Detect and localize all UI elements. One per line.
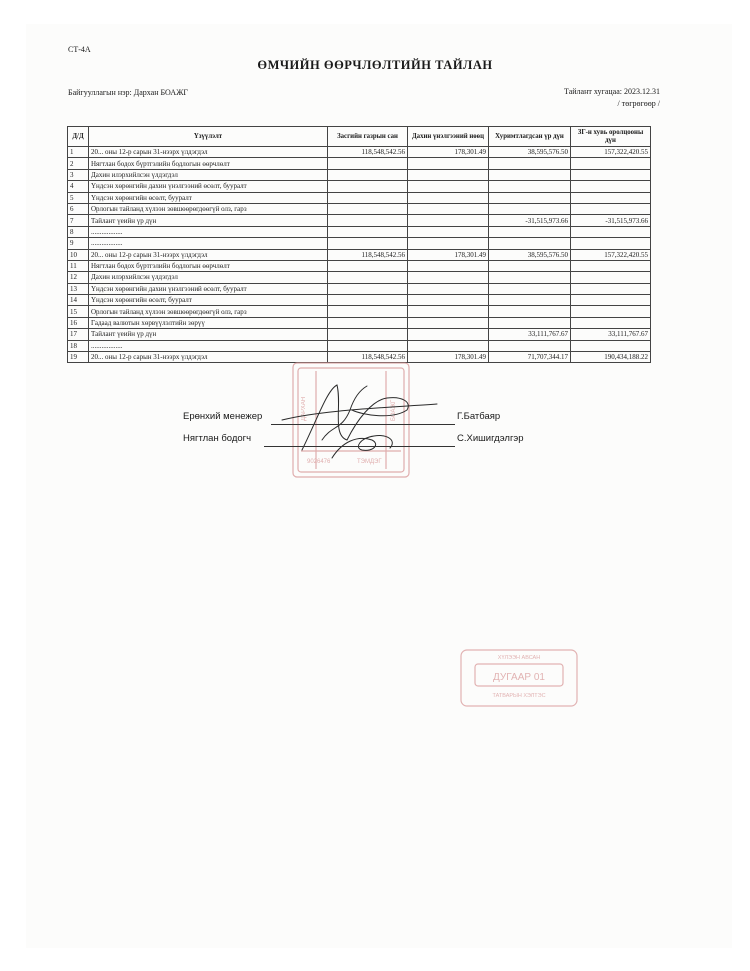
government-fund-value xyxy=(328,192,408,203)
government-fund-value xyxy=(328,317,408,328)
table-row xyxy=(68,158,651,169)
accumulated-result-value xyxy=(489,192,571,203)
accumulated-result-value xyxy=(489,203,571,214)
table-row xyxy=(68,272,651,283)
accumulated-result-value xyxy=(489,169,571,180)
government-share-total-value xyxy=(571,181,651,192)
government-share-total-value xyxy=(571,317,651,328)
row-index: 4 xyxy=(68,181,89,192)
manager-signature-line xyxy=(271,424,455,425)
row-index: 8 xyxy=(68,226,89,237)
stamp2-line-2: ДУГААР 01 xyxy=(493,672,545,683)
government-fund-value xyxy=(328,306,408,317)
table-row xyxy=(68,260,651,271)
revaluation-reserve-value xyxy=(408,317,489,328)
accumulated-result-value: -31,515,973.66 xyxy=(489,215,571,226)
government-share-total-value xyxy=(571,238,651,249)
government-share-total-value xyxy=(571,283,651,294)
government-fund-value xyxy=(328,169,408,180)
row-label: Орлогын тайланд хүлээн зөвшөөрөгдөөгүй олз, гарз xyxy=(89,203,328,214)
revaluation-reserve-value: 178,301.49 xyxy=(408,147,489,158)
row-index: 19 xyxy=(68,352,89,363)
revaluation-reserve-value xyxy=(408,295,489,306)
row-label: Үндсэн хөрөнгийн дахин үнэлгээний өсөлт, бууралт xyxy=(89,283,328,294)
accountant-title: Нягтлан бодогч xyxy=(183,433,252,444)
revaluation-reserve-value xyxy=(408,340,489,351)
row-index: 14 xyxy=(68,295,89,306)
row-index: 12 xyxy=(68,272,89,283)
currency-unit: / төгрөгөөр / xyxy=(617,99,660,108)
row-label: .................. xyxy=(89,340,328,351)
revaluation-reserve-value xyxy=(408,283,489,294)
government-share-total-value xyxy=(571,158,651,169)
manager-name: Г.Батбаяр xyxy=(457,411,501,422)
row-label: 20... оны 12-р сарын 31-нээрх үлдэгдэл xyxy=(89,352,328,363)
row-label: Тайлант үеийн үр дүн xyxy=(89,215,328,226)
revaluation-reserve-value xyxy=(408,329,489,340)
government-fund-value xyxy=(328,158,408,169)
row-index: 9 xyxy=(68,238,89,249)
revaluation-reserve-value xyxy=(408,306,489,317)
row-index: 7 xyxy=(68,215,89,226)
government-share-total-value: 157,322,420.55 xyxy=(571,249,651,260)
header-government-fund: Засгийн газрын сан xyxy=(328,127,408,147)
row-label: 20... оны 12-р сарын 31-нээрх үлдэгдэл xyxy=(89,147,328,158)
row-label: .................. xyxy=(89,238,328,249)
row-label: Дахин илэрхийлсэн үлдэгдэл xyxy=(89,272,328,283)
revaluation-reserve-value xyxy=(408,226,489,237)
table-row xyxy=(68,181,651,192)
government-share-total-value xyxy=(571,306,651,317)
row-label: Гадаад валютын хөрвүүлэлтийн зөрүү xyxy=(89,317,328,328)
row-index: 15 xyxy=(68,306,89,317)
row-index: 2 xyxy=(68,158,89,169)
stamp1-line-3: 9026476 xyxy=(307,459,331,465)
accumulated-result-value xyxy=(489,226,571,237)
accumulated-result-value xyxy=(489,295,571,306)
stamp2-line-1: ХҮЛЭЭН АВСАН xyxy=(497,655,541,661)
row-index: 16 xyxy=(68,317,89,328)
table-row xyxy=(68,249,651,260)
header-accumulated-result: Хуримтлагдсан үр дүн xyxy=(489,127,571,147)
revaluation-reserve-value xyxy=(408,260,489,271)
government-fund-value: 118,548,542.56 xyxy=(328,147,408,158)
table-row xyxy=(68,283,651,294)
accumulated-result-value xyxy=(489,260,571,271)
revaluation-reserve-value xyxy=(408,158,489,169)
accumulated-result-value: 33,111,767.67 xyxy=(489,329,571,340)
revaluation-reserve-value xyxy=(408,215,489,226)
government-share-total-value xyxy=(571,226,651,237)
government-fund-value xyxy=(328,238,408,249)
row-label: Нягтлан бодох бүртгэлийн бодлогын өөрчлөлт xyxy=(89,260,328,271)
signature-scribble xyxy=(262,380,452,460)
table-row xyxy=(68,226,651,237)
report-title: ӨМЧИЙН ӨӨРЧЛӨЛТИЙН ТАЙЛАН xyxy=(257,58,493,72)
table-row xyxy=(68,169,651,180)
revaluation-reserve-value: 178,301.49 xyxy=(408,249,489,260)
table-row xyxy=(68,306,651,317)
stamp1-line-2: БОАЖГ xyxy=(391,399,397,421)
row-label: Дахин илэрхийлсэн үлдэгдэл xyxy=(89,169,328,180)
accumulated-result-value xyxy=(489,317,571,328)
row-label: .................. xyxy=(89,226,328,237)
stamp2-line-3: ТАТВАРЫН ХЭЛТЭС xyxy=(492,693,546,699)
report-period: Тайлант хугацаа: 2023.12.31 xyxy=(564,87,660,96)
table-row xyxy=(68,238,651,249)
government-share-total-value: 33,111,767.67 xyxy=(571,329,651,340)
received-stamp xyxy=(459,648,579,708)
row-label: Үндсэн хөрөнгийн өсөлт, бууралт xyxy=(89,192,328,203)
row-index: 13 xyxy=(68,283,89,294)
table-row xyxy=(68,215,651,226)
table-row xyxy=(68,147,651,158)
row-index: 10 xyxy=(68,249,89,260)
table-row xyxy=(68,295,651,306)
header-index: Д/Д xyxy=(68,127,89,147)
accumulated-result-value xyxy=(489,272,571,283)
accumulated-result-value xyxy=(489,238,571,249)
header-government-share-total: ЗГ-н хувь оролцооны дүн xyxy=(571,127,651,147)
accumulated-result-value xyxy=(489,340,571,351)
accumulated-result-value xyxy=(489,181,571,192)
row-label: Тайлант үеийн үр дүн xyxy=(89,329,328,340)
equity-changes-table xyxy=(67,126,651,363)
row-index: 3 xyxy=(68,169,89,180)
revaluation-reserve-value xyxy=(408,169,489,180)
stamp1-line-1: ДАРХАН xyxy=(301,396,307,421)
government-share-total-value xyxy=(571,169,651,180)
table-row xyxy=(68,317,651,328)
revaluation-reserve-value: 178,301.49 xyxy=(408,352,489,363)
revaluation-reserve-value xyxy=(408,203,489,214)
accumulated-result-value: 38,595,576.50 xyxy=(489,249,571,260)
row-index: 6 xyxy=(68,203,89,214)
government-fund-value xyxy=(328,295,408,306)
government-share-total-value: 157,322,420.55 xyxy=(571,147,651,158)
row-index: 1 xyxy=(68,147,89,158)
row-label: 20... оны 12-р сарын 31-нээрх үлдэгдэл xyxy=(89,249,328,260)
accountant-signature-line xyxy=(264,446,455,447)
table-row xyxy=(68,329,651,340)
revaluation-reserve-value xyxy=(408,181,489,192)
row-index: 5 xyxy=(68,192,89,203)
row-label: Нягтлан бодох бүртгэлийн бодлогын өөрчлөлт xyxy=(89,158,328,169)
accumulated-result-value xyxy=(489,306,571,317)
government-fund-value xyxy=(328,215,408,226)
government-fund-value: 118,548,542.56 xyxy=(328,249,408,260)
government-share-total-value xyxy=(571,192,651,203)
government-share-total-value: 190,434,188.22 xyxy=(571,352,651,363)
table-body xyxy=(68,147,651,363)
manager-title: Ерөнхий менежер xyxy=(183,411,263,422)
government-share-total-value xyxy=(571,340,651,351)
revaluation-reserve-value xyxy=(408,192,489,203)
table-row xyxy=(68,192,651,203)
government-fund-value: 118,548,542.56 xyxy=(328,352,408,363)
row-label: Үндсэн хөрөнгийн дахин үнэлгээний өсөлт, бууралт xyxy=(89,181,328,192)
accumulated-result-value: 38,595,576.50 xyxy=(489,147,571,158)
government-fund-value xyxy=(328,181,408,192)
government-share-total-value xyxy=(571,272,651,283)
accumulated-result-value xyxy=(489,158,571,169)
accumulated-result-value xyxy=(489,283,571,294)
government-fund-value xyxy=(328,329,408,340)
row-index: 18 xyxy=(68,340,89,351)
header-revaluation-reserve: Дахин үнэлгээний нөөц xyxy=(408,127,489,147)
government-fund-value xyxy=(328,283,408,294)
accumulated-result-value: 71,707,344.17 xyxy=(489,352,571,363)
form-code: СТ-4А xyxy=(68,45,91,54)
revaluation-reserve-value xyxy=(408,238,489,249)
accountant-name: С.Хишигдэлгэр xyxy=(457,433,524,444)
government-share-total-value: -31,515,973.66 xyxy=(571,215,651,226)
organization-name: Байгууллагын нэр: Дархан БОАЖГ xyxy=(68,88,188,97)
government-fund-value xyxy=(328,203,408,214)
table-header-row xyxy=(68,127,651,147)
row-index: 17 xyxy=(68,329,89,340)
government-fund-value xyxy=(328,340,408,351)
table-row xyxy=(68,340,651,351)
revaluation-reserve-value xyxy=(408,272,489,283)
government-share-total-value xyxy=(571,295,651,306)
government-share-total-value xyxy=(571,203,651,214)
government-fund-value xyxy=(328,226,408,237)
row-label: Орлогын тайланд хүлээн зөвшөөрөгдөөгүй олз, гарз xyxy=(89,306,328,317)
government-fund-value xyxy=(328,272,408,283)
government-share-total-value xyxy=(571,260,651,271)
row-index: 11 xyxy=(68,260,89,271)
stamp1-line-4: ТЭМДЭГ xyxy=(357,459,382,465)
table-row xyxy=(68,203,651,214)
government-fund-value xyxy=(328,260,408,271)
row-label: Үндсэн хөрөнгийн өсөлт, бууралт xyxy=(89,295,328,306)
header-indicator: Үзүүлэлт xyxy=(89,127,328,147)
